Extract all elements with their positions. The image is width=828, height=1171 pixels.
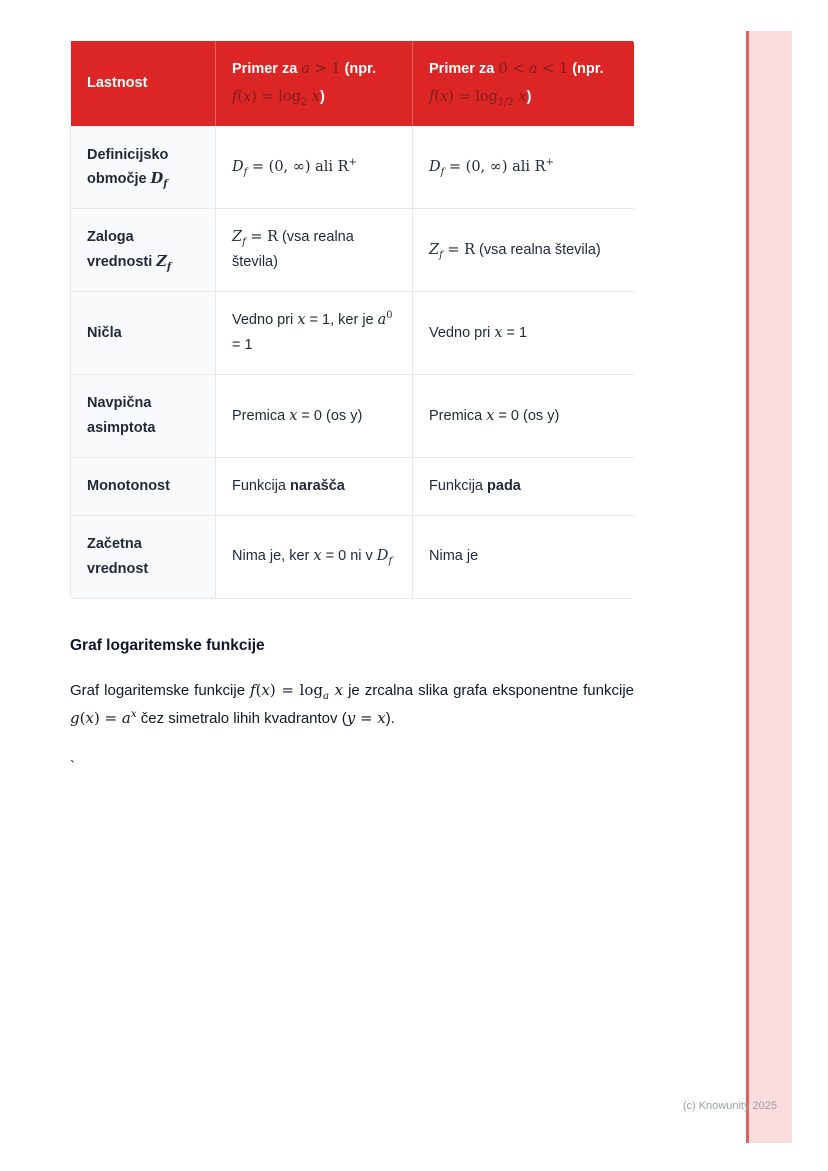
row-value-cell: $D_f = (0$, ∞) ali R+ [216, 126, 413, 209]
row-value-cell: Nima je [413, 515, 635, 598]
header-cell: Lastnost [71, 41, 216, 127]
table-row [71, 209, 635, 292]
page-edge-stripe [746, 31, 792, 1143]
table-row [71, 515, 635, 598]
row-label-cell: Zaloga vrednosti $Z_f$ [71, 209, 216, 292]
row-value-cell: $D_f = (0$, ∞) ali R+ [413, 126, 635, 209]
section-heading: Graf logaritemske funkcije [70, 636, 265, 654]
row-label-cell: Navpična asimptota [71, 375, 216, 458]
log-function-properties-table [70, 40, 634, 599]
row-value-cell: Funkcija narašča [216, 458, 413, 516]
row-value-cell: $Z_f = R$ (vsa realna števila) [216, 209, 413, 292]
row-label-cell: Začetna vrednost [71, 515, 216, 598]
row-value-cell: Premica x = 0 (os y) [216, 375, 413, 458]
table-body [71, 126, 635, 598]
table-header [71, 41, 635, 127]
row-value-cell: Nima je, ker x = 0 ni v $D_f$ [216, 515, 413, 598]
table-header-row [71, 41, 635, 127]
content-area [70, 40, 634, 775]
header-cell: Primer za a > 1 (npr. $f(x) = \log_2 x$) [216, 41, 413, 127]
stray-backtick: ` [70, 758, 75, 776]
row-label-cell: Monotonost [71, 458, 216, 516]
row-value-cell: Vedno pri x = 1, ker je $a^0 = 1$ [216, 292, 413, 375]
header-cell: Primer za 0 < a < 1 (npr. $f(x) = \log_{1/2} x$) [413, 41, 635, 127]
row-label-cell: Ničla [71, 292, 216, 375]
row-value-cell: Premica x = 0 (os y) [413, 375, 635, 458]
row-value-cell: Funkcija pada [413, 458, 635, 516]
table-row [71, 292, 635, 375]
row-value-cell: Vedno pri x = 1 [413, 292, 635, 375]
row-value-cell: $Z_f = R$ (vsa realna števila) [413, 209, 635, 292]
properties-table-wrapper [70, 40, 634, 599]
row-label-cell: Definicijsko območje $D_f$ [71, 126, 216, 209]
table-row [71, 375, 635, 458]
table-row [71, 458, 635, 516]
copyright-text: (c) Knowunity 2025 [682, 1100, 777, 1112]
table-row [71, 126, 635, 209]
graph-description-paragraph: Graf logaritemske funkcije $f(x) = \log_a x$ je zrcalna slika grafa eksponentne funkcije $g(x) = a^x$ čez simetralo lihih kvadrantov (y = x). [70, 680, 634, 727]
